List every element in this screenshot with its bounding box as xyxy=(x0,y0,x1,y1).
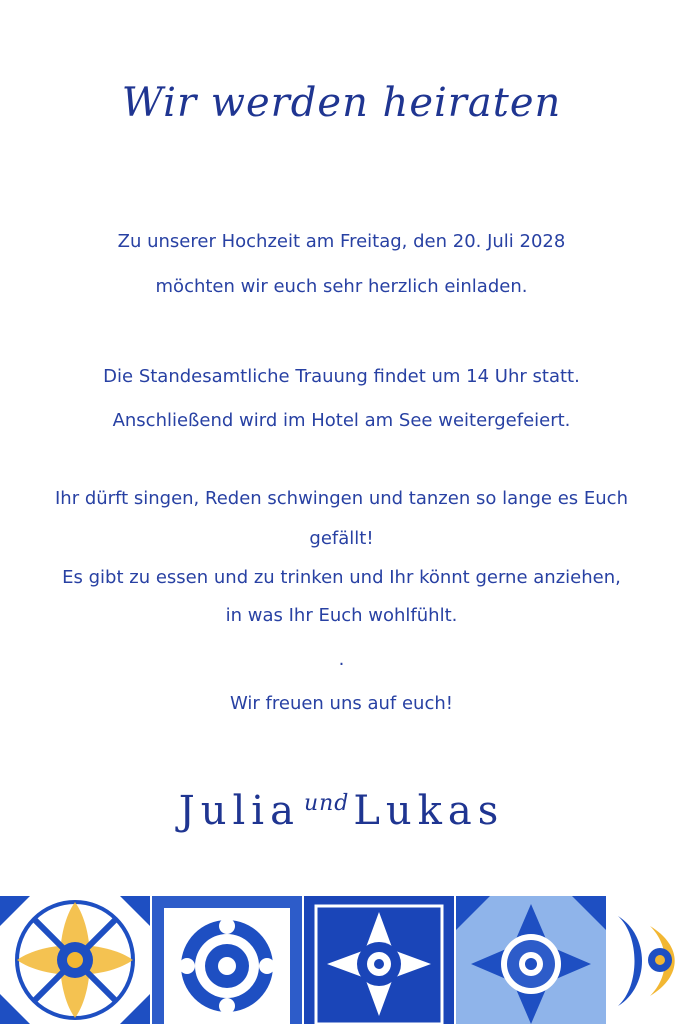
text-line-6: gefällt! xyxy=(309,528,374,549)
couple-names xyxy=(0,788,683,834)
tile-4 xyxy=(456,896,606,1024)
text-line-5: Ihr dürft singen, Reden schwingen und tanzen so lange es Euch xyxy=(54,488,628,509)
tile-5 xyxy=(608,896,683,1024)
tile-3 xyxy=(304,896,454,1024)
text-line-2: möchten wir euch sehr herzlich einladen. xyxy=(155,276,528,297)
tile-2 xyxy=(152,896,302,1024)
name-connector: und xyxy=(303,791,350,816)
text-line-7: Es gibt zu essen und zu trinken und Ihr könnt gerne anziehen, xyxy=(62,567,621,588)
tile-1 xyxy=(0,896,150,1024)
text-dot: . xyxy=(338,649,345,670)
azulejo-tile-border xyxy=(0,896,683,1024)
text-line-4: Anschließend wird im Hotel am See weitergefeiert. xyxy=(112,410,571,431)
name-second: Lukas xyxy=(353,788,505,834)
name-first: Julia xyxy=(178,788,300,834)
text-line-1: Zu unserer Hochzeit am Freitag, den 20. Juli 2028 xyxy=(117,231,566,252)
text-line-9: Wir freuen uns auf euch! xyxy=(230,693,453,714)
text-line-8: in was Ihr Euch wohlfühlt. xyxy=(225,605,458,626)
text-line-3: Die Standesamtliche Trauung findet um 14 Uhr statt. xyxy=(103,366,580,387)
invitation-title: Wir werden heiraten xyxy=(121,80,562,126)
